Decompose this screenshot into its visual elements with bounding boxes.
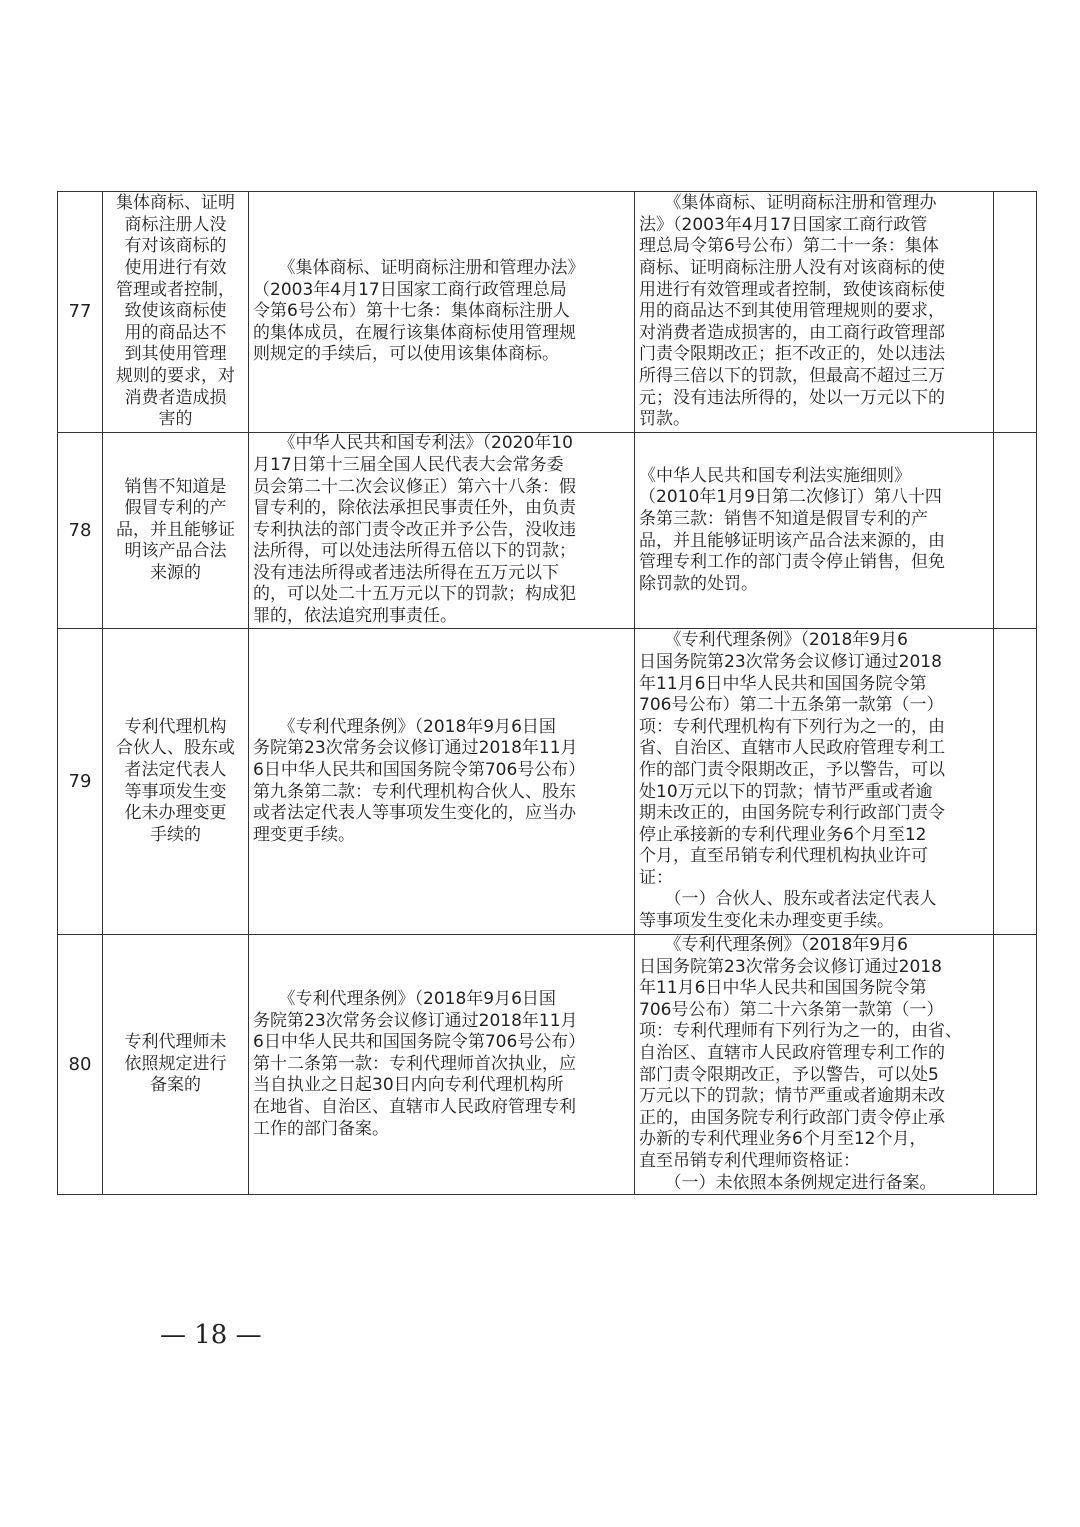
row-number: 80 [58, 935, 103, 1195]
legal-basis: 《中华人民共和国专利法》（2020年10 月17日第十三届全国人民代表大会常务委 员会第二十二次会议修正）第六十八条：假 冒专利的，除依法承担民事责任外，由负责 专利执法的部门责令改正并予公告，没收违 法所得，可以处违法所得五倍以下的罚款； 没有违法所得或者违法所得在五万元以下 的，可以处二十五万元以下的罚款；构成犯 罪的，依法追究刑事责任。 [249, 433, 635, 629]
remarks-cell [994, 629, 1037, 935]
table-row [58, 192, 1037, 433]
row-number: 77 [58, 192, 103, 433]
page-number: — 18 — [160, 1320, 262, 1350]
violation-description: 专利代理机构 合伙人、股东或 者法定代表人 等事项发生变 化未办理变更 手续的 [103, 629, 249, 935]
row-number: 78 [58, 433, 103, 629]
remarks-cell [994, 192, 1037, 433]
remarks-cell [994, 433, 1037, 629]
penalty-provision: 《中华人民共和国专利法实施细则》 （2010年1月9日第二次修订）第八十四 条第三款：销售不知道是假冒专利的产 品，并且能够证明该产品合法来源的，由 管理专利工作的部门责令停止销售，但免 除罚款的处罚。 [635, 433, 994, 629]
penalty-provision: 《集体商标、证明商标注册和管理办 法》（2003年4月17日国家工商行政管 理总局令第6号公布）第二十一条：集体 商标、证明商标注册人没有对该商标的使 用进行有效管理或者控制，致使该商标使 用的商品达不到其使用管理规则的要求， 对消费者造成损害的，由工商行政管理部 门责令限期改正；拒不改正的，处以违法 所得三倍以下的罚款，但最高不超过三万 元；没有违法所得的，处以一万元以下的 罚款。 [635, 192, 994, 433]
table-row [58, 935, 1037, 1195]
table-row [58, 629, 1037, 935]
violation-description: 专利代理师未 依照规定进行 备案的 [103, 935, 249, 1195]
penalty-table [57, 191, 1037, 1195]
legal-basis: 《专利代理条例》（2018年9月6日国 务院第23次常务会议修订通过2018年11月 6日中华人民共和国国务院令第706号公布） 第九条第二款：专利代理机构合伙人、股东 或者法定代表人等事项发生变化的，应当办 理变更手续。 [249, 629, 635, 935]
penalty-provision: 《专利代理条例》（2018年9月6 日国务院第23次常务会议修订通过2018 年11月6日中华人民共和国国务院令第 706号公布）第二十六条第一款第（一） 项：专利代理师有下列行为之一的，由省、 自治区、直辖市人民政府管理专利工作的 部门责令限期改正，予以警告，可以处5 万元以下的罚款；情节严重或者逾期未改 正的，由国务院专利行政部门责令停止承 办新的专利代理业务6个月至12个月， 直至吊销专利代理师资格证： （一）未依照本条例规定进行备案。 [635, 935, 994, 1195]
penalty-provision: 《专利代理条例》（2018年9月6 日国务院第23次常务会议修订通过2018 年11月6日中华人民共和国国务院令第 706号公布）第二十五条第一款第（一） 项：专利代理机构有下列行为之一的，由 省、自治区、直辖市人民政府管理专利工 作的部门责令限期改正，予以警告，可以 处10万元以下的罚款；情节严重或者逾 期未改正的，由国务院专利行政部门责令 停止承接新的专利代理业务6个月至12 个月，直至吊销专利代理机构执业许可 证： （一）合伙人、股东或者法定代表人 等事项发生变化未办理变更手续。 [635, 629, 994, 935]
remarks-cell [994, 935, 1037, 1195]
table-row [58, 433, 1037, 629]
violation-description: 销售不知道是 假冒专利的产 品，并且能够证 明该产品合法 来源的 [103, 433, 249, 629]
legal-basis: 《集体商标、证明商标注册和管理办法》 （2003年4月17日国家工商行政管理总局 令第6号公布）第十七条：集体商标注册人 的集体成员，在履行该集体商标使用管理规 则规定的手续后，可以使用该集体商标。 [249, 192, 635, 433]
violation-description: 集体商标、证明 商标注册人没 有对该商标的 使用进行有效 管理或者控制， 致使该商标使 用的商品达不 到其使用管理 规则的要求，对 消费者造成损 害的 [103, 192, 249, 433]
row-number: 79 [58, 629, 103, 935]
legal-basis: 《专利代理条例》（2018年9月6日国 务院第23次常务会议修订通过2018年11月 6日中华人民共和国国务院令第706号公布） 第十二条第一款：专利代理师首次执业，应 当自执业之日起30日内向专利代理机构所 在地省、自治区、直辖市人民政府管理专利 工作的部门备案。 [249, 935, 635, 1195]
